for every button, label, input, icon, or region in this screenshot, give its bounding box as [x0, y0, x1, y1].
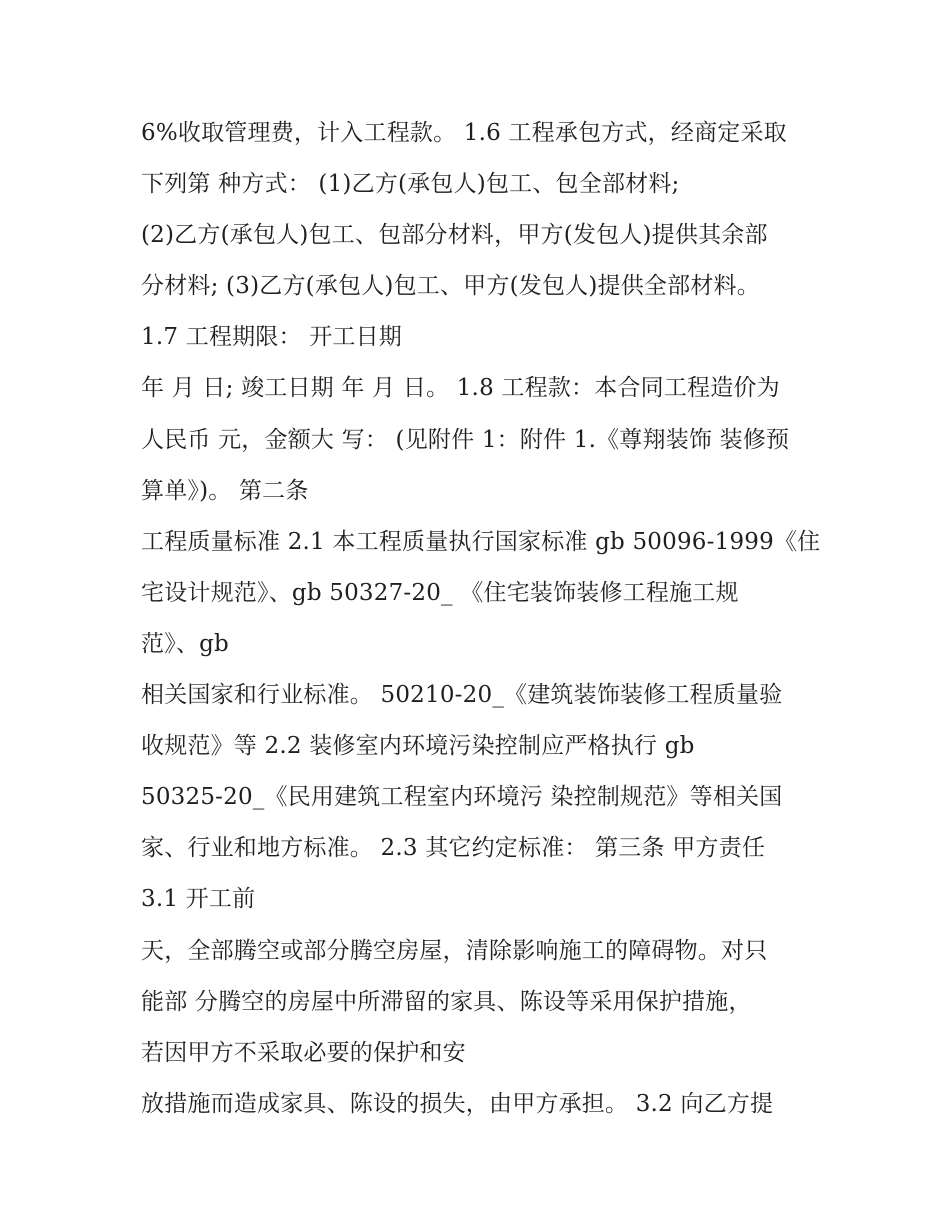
text-line: 人民币 元，金额大 写： (见附件 1：附件 1.《尊翔装饰 装修预 — [141, 426, 790, 453]
text-line: 放措施而造成家具、陈设的损失，由甲方承担。 3.2 向乙方提 — [141, 1090, 774, 1117]
text-line: 宅设计规范》、gb 50327-20_ 《住宅装饰装修工程施工规 — [141, 579, 739, 606]
text-line: 能部 分腾空的房屋中所滞留的家具、陈设等采用保护措施， — [141, 988, 752, 1015]
text-line: 相关国家和行业标准。 50210-20_《建筑装饰装修工程质量验 — [141, 682, 783, 709]
text-line: 50325-20_《民用建筑工程室内环境污 染控制规范》等相关国 — [141, 784, 783, 811]
text-line: 下列第 种方式： (1)乙方(承包人)包工、包全部材料; — [141, 171, 680, 198]
text-line: 年 月 日; 竣工日期 年 月 日。 1.8 工程款：本合同工程造价为 — [141, 375, 780, 402]
text-line: 1.7 工程期限： 开工日期 — [141, 324, 402, 351]
text-line: 收规范》等 2.2 装修室内环境污染控制应严格执行 gb — [141, 733, 695, 760]
text-line: 工程质量标准 2.1 本工程质量执行国家标准 gb 50096-1999《住 — [141, 528, 821, 555]
text-line: 6%收取管理费，计入工程款。 1.6 工程承包方式，经商定采取 — [141, 120, 787, 146]
text-line: 分材料; (3)乙方(承包人)包工、甲方(发包人)提供全部材料。 — [141, 273, 760, 300]
text-line: 范》、gb — [141, 630, 229, 657]
text-line: 家、行业和地方标准。 2.3 其它约定标准： 第三条 甲方责任 — [141, 835, 766, 862]
text-line: 3.1 开工前 — [141, 886, 256, 913]
text-line: 算单》)。 第二条 — [141, 477, 309, 504]
text-line: 天，全部腾空或部分腾空房屋，清除影响施工的障碍物。对只 — [141, 937, 768, 964]
text-line: 若因甲方不采取必要的保护和安 — [141, 1039, 466, 1066]
document-body — [141, 108, 821, 1130]
text-line: (2)乙方(承包人)包工、包部分材料，甲方(发包人)提供其余部 — [141, 222, 768, 249]
